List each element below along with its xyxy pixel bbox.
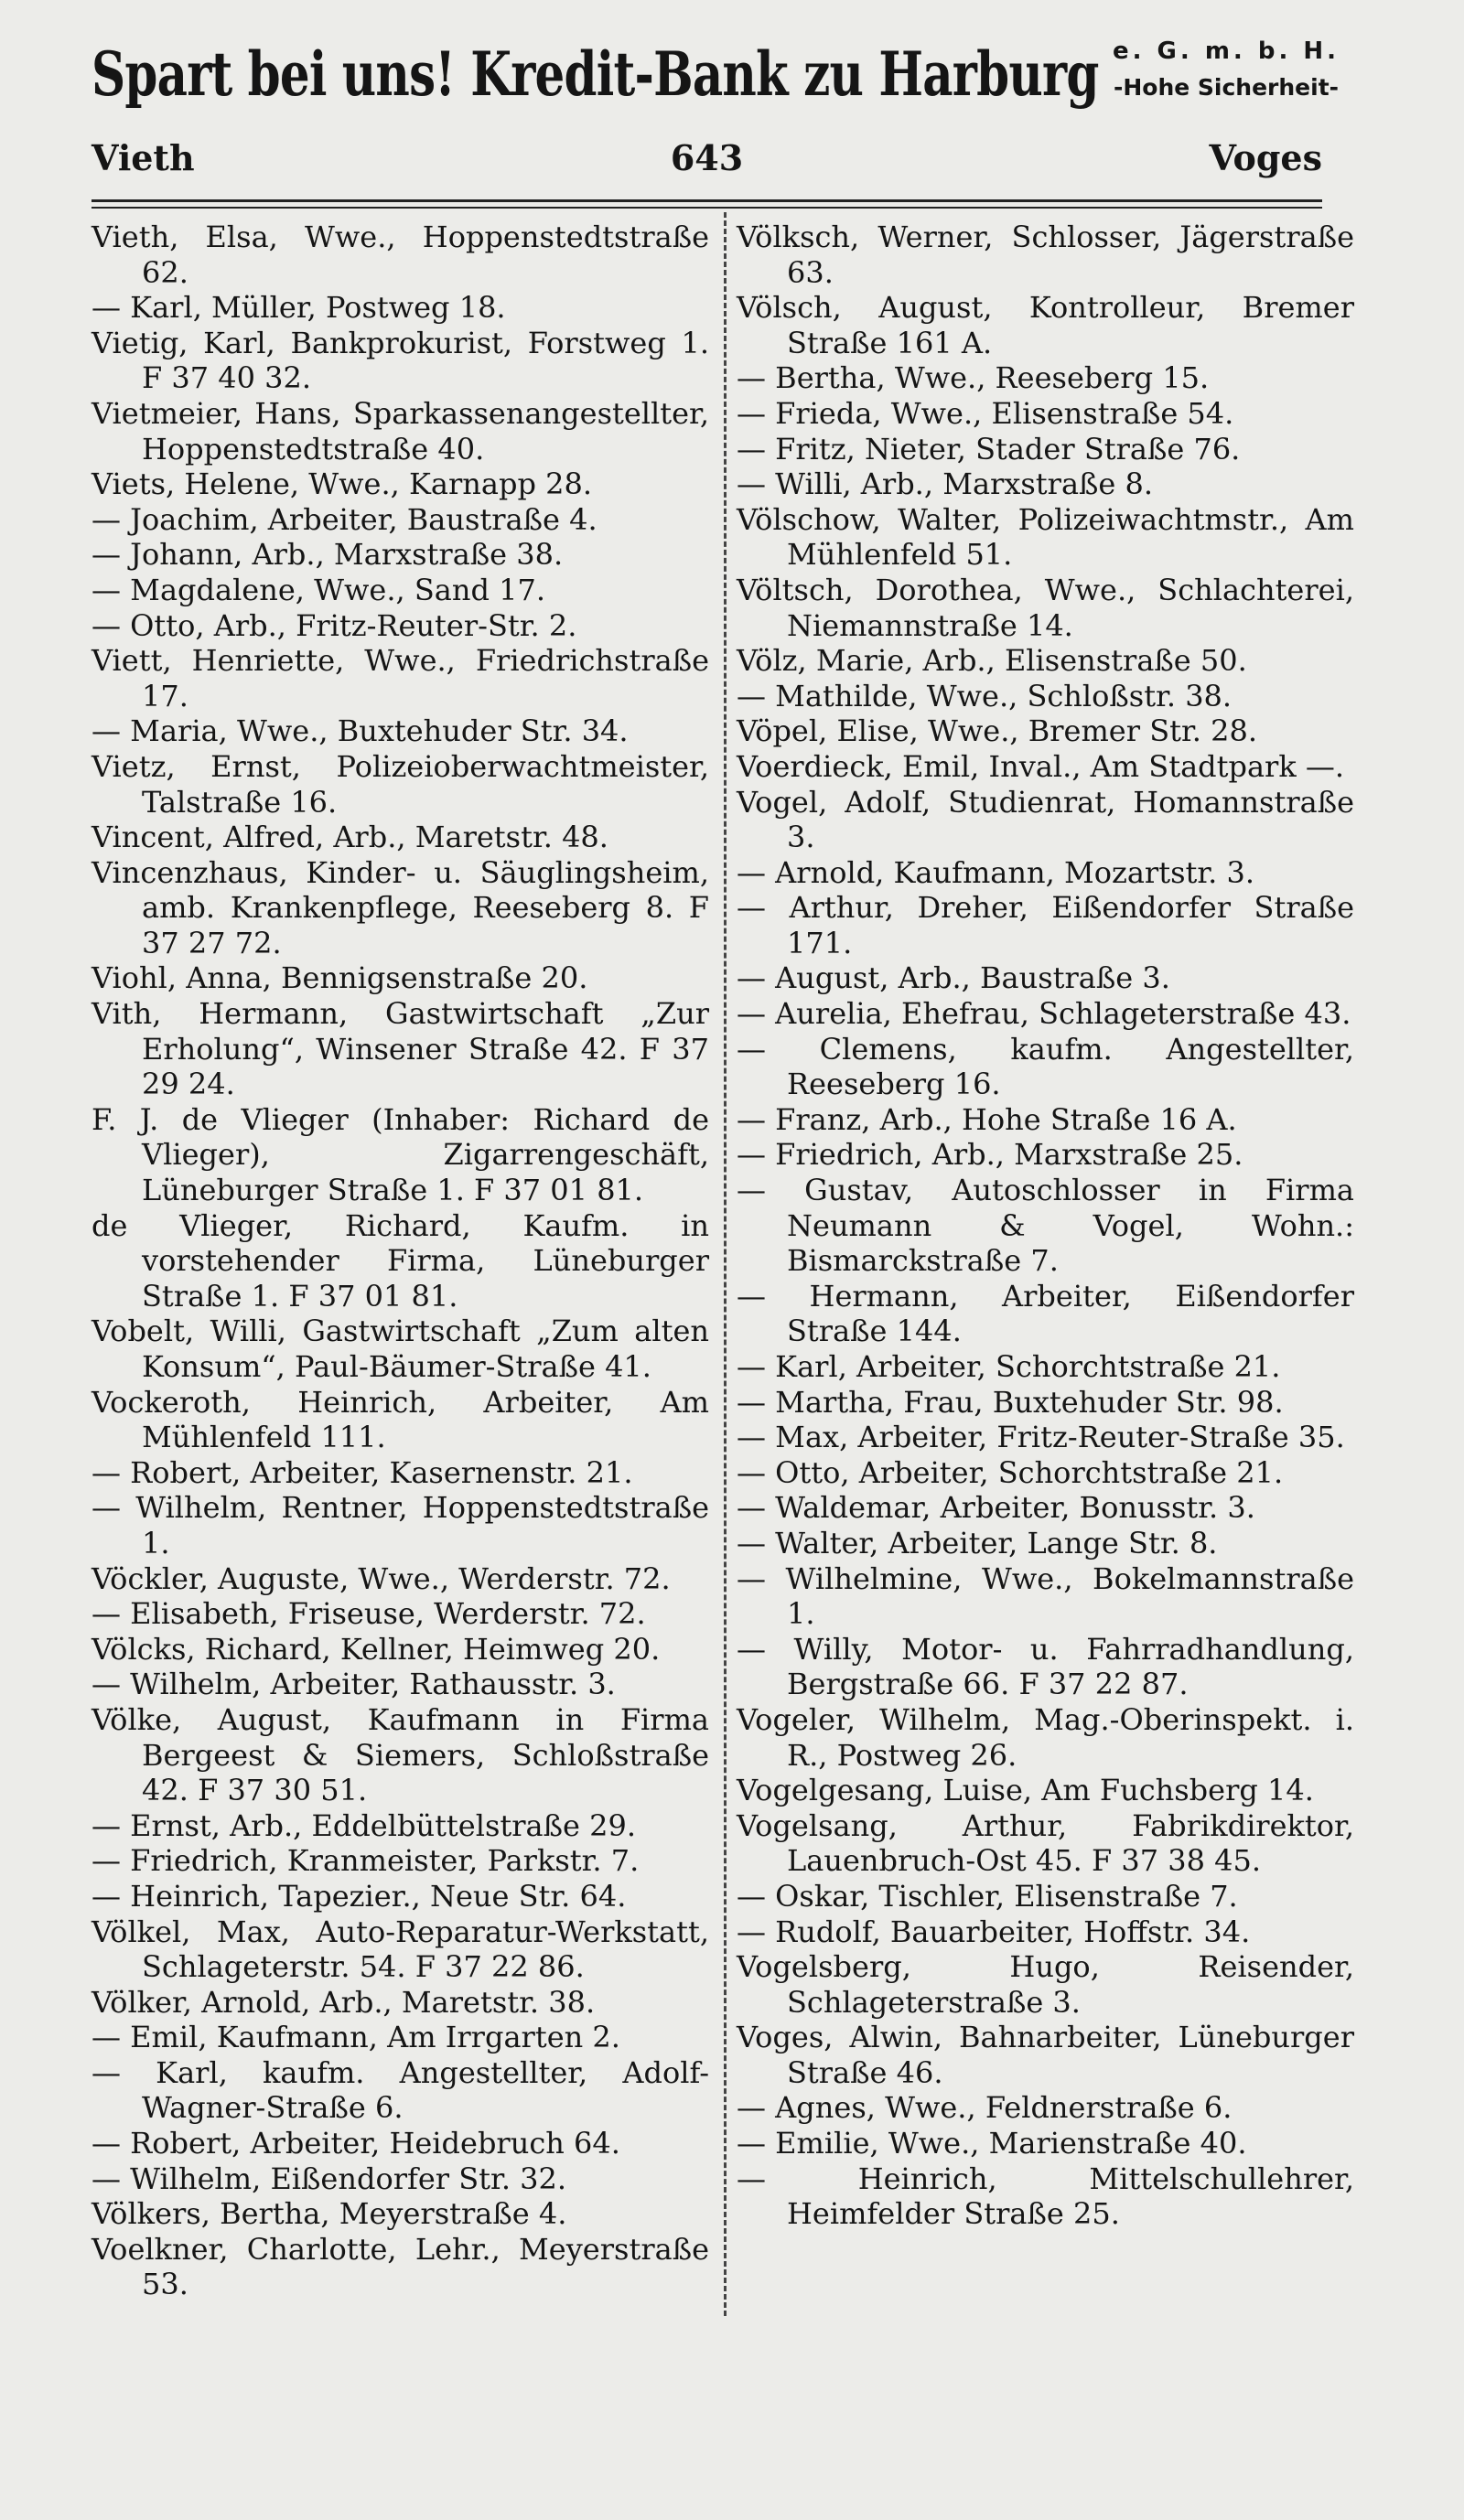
directory-entry: — Otto, Arbeiter, Schorchtstraße 21. xyxy=(737,1454,1284,1490)
directory-entry: — Willy, Motor- u. Fahrradhandlung, Bergstraße 66. F 37 22 87. xyxy=(737,1631,1354,1702)
directory-entry: — Wilhelmine, Wwe., Bokelmannstraße 1. xyxy=(737,1560,1354,1632)
header-rule-thin xyxy=(92,207,1322,209)
directory-entry: — Robert, Arbeiter, Heidebruch 64. xyxy=(92,2126,620,2161)
directory-entry: — Arnold, Kaufmann, Mozartstr. 3. xyxy=(737,854,1254,890)
directory-entry: Vöpel, Elise, Wwe., Bremer Str. 28. xyxy=(737,713,1257,749)
directory-entry: Vincent, Alfred, Arb., Maretstr. 48. xyxy=(92,820,608,855)
directory-entry: Völksch, Werner, Schlosser, Jägerstraße 63. xyxy=(737,220,1354,290)
directory-entry: Vockeroth, Heinrich, Arbeiter, Am Mühlenfeld 111. xyxy=(92,1384,709,1455)
page-number: 643 xyxy=(670,137,744,178)
directory-entry: — Emil, Kaufmann, Am Irrgarten 2. xyxy=(92,2020,620,2055)
left-column xyxy=(92,220,709,2302)
directory-entry: Viets, Helene, Wwe., Karnapp 28. xyxy=(92,466,592,502)
directory-entry: Vogelgesang, Luise, Am Fuchsberg 14. xyxy=(737,1773,1314,1808)
directory-entry: de Vlieger, Richard, Kaufm. in vorstehender Firma, Lüneburger Straße 1. F 37 01 81. xyxy=(92,1207,709,1314)
directory-entry: — Bertha, Wwe., Reeseberg 15. xyxy=(737,360,1210,396)
directory-entry: — Robert, Arbeiter, Kasernenstr. 21. xyxy=(92,1454,633,1490)
directory-entry: Vogelsang, Arthur, Fabrikdirektor, Lauenbruch-Ost 45. F 37 38 45. xyxy=(737,1807,1354,1879)
directory-entry: — Hermann, Arbeiter, Eißendorfer Straße 144. xyxy=(737,1278,1354,1349)
directory-entry: Vogeler, Wilhelm, Mag.-Oberinspekt. i. R., Postweg 26. xyxy=(737,1701,1354,1773)
directory-entry: Völke, August, Kaufmann in Firma Bergeest & Siemers, Schloßstraße 42. F 37 30 51. xyxy=(92,1701,709,1808)
directory-entry: Voerdieck, Emil, Inval., Am Stadtpark —. xyxy=(737,748,1345,784)
directory-entry: Vietz, Ernst, Polizeioberwachtmeister, Talstraße 16. xyxy=(92,748,709,820)
directory-entry: — Arthur, Dreher, Eißendorfer Straße 171. xyxy=(737,890,1354,960)
running-head xyxy=(92,137,1322,192)
directory-entry: — Joachim, Arbeiter, Baustraße 4. xyxy=(92,501,597,537)
directory-entry: Völtsch, Dorothea, Wwe., Schlachterei, Niemannstraße 14. xyxy=(737,572,1354,643)
directory-entry: — Waldemar, Arbeiter, Bonusstr. 3. xyxy=(737,1490,1255,1526)
directory-entry: — Karl, Arbeiter, Schorchtstraße 21. xyxy=(737,1349,1281,1384)
advertisement-side-block xyxy=(1061,33,1391,106)
directory-entry: — Magdalene, Wwe., Sand 17. xyxy=(92,572,546,607)
directory-entry: — Martha, Frau, Buxtehuder Str. 98. xyxy=(737,1384,1284,1420)
directory-entry: — Gustav, Autoschlosser in Firma Neumann & Vogel, Wohn.: Bismarckstraße 7. xyxy=(737,1173,1354,1279)
directory-entry: Völkers, Bertha, Meyerstraße 4. xyxy=(92,2196,567,2232)
directory-entry: Voges, Alwin, Bahnarbeiter, Lüneburger Straße 46. xyxy=(737,2020,1354,2090)
directory-entry: — Max, Arbeiter, Fritz-Reuter-Straße 35. xyxy=(737,1420,1345,1455)
directory-entry: Völker, Arnold, Arb., Maretstr. 38. xyxy=(92,1984,596,2020)
running-head-last-entry: Voges xyxy=(1209,137,1322,178)
directory-entry: — Otto, Arb., Fritz-Reuter-Str. 2. xyxy=(92,607,577,643)
directory-entry: — Oskar, Tischler, Elisenstraße 7. xyxy=(737,1878,1238,1914)
directory-entry: — Frieda, Wwe., Elisenstraße 54. xyxy=(737,395,1234,431)
directory-entry: Vietmeier, Hans, Sparkassenangestellter, Hoppenstedtstraße 40. xyxy=(92,395,709,466)
directory-entry: — Mathilde, Wwe., Schloßstr. 38. xyxy=(737,678,1233,713)
directory-entry: — August, Arb., Baustraße 3. xyxy=(737,960,1170,996)
directory-entry: — Agnes, Wwe., Feldnerstraße 6. xyxy=(737,2090,1233,2126)
directory-entry: Vöckler, Auguste, Wwe., Werderstr. 72. xyxy=(92,1560,671,1596)
directory-entry: — Emilie, Wwe., Marienstraße 40. xyxy=(737,2126,1247,2161)
directory-entry: F. J. de Vlieger (Inhaber: Richard de Vlieger), Zigarrengeschäft, Lüneburger Straße 1. F 37 01 81. xyxy=(92,1101,709,1208)
directory-entry: Vogelsberg, Hugo, Reisender, Schlageterstraße 3. xyxy=(737,1949,1354,2020)
directory-entry: — Ernst, Arb., Eddelbüttelstraße 29. xyxy=(92,1807,636,1843)
directory-entry: Viett, Henriette, Wwe., Friedrichstraße 17. xyxy=(92,643,709,713)
directory-entry: Vincenzhaus, Kinder- u. Säuglingsheim, amb. Krankenpflege, Reeseberg 8. F 37 27 72. xyxy=(92,854,709,960)
directory-entry: Völcks, Richard, Kellner, Heimweg 20. xyxy=(92,1631,661,1667)
directory-entry: — Clemens, kaufm. Angestellter, Reeseberg 16. xyxy=(737,1031,1354,1102)
header-rule-thick xyxy=(92,199,1322,202)
directory-entry: — Johann, Arb., Marxstraße 38. xyxy=(92,537,564,573)
directory-entry: Vogel, Adolf, Studienrat, Homannstraße 3. xyxy=(737,784,1354,855)
directory-entry: Viohl, Anna, Bennigsenstraße 20. xyxy=(92,960,588,996)
directory-entry: — Wilhelm, Arbeiter, Rathausstr. 3. xyxy=(92,1667,616,1702)
directory-entry: Vieth, Elsa, Wwe., Hoppenstedtstraße 62. xyxy=(92,220,709,290)
directory-entry: — Heinrich, Tapezier., Neue Str. 64. xyxy=(92,1878,627,1914)
directory-entry: — Wilhelm, Rentner, Hoppenstedtstraße 1. xyxy=(92,1490,709,1560)
running-head-first-entry: Vieth xyxy=(92,137,195,178)
directory-entry: Völz, Marie, Arb., Elisenstraße 50. xyxy=(737,643,1247,679)
directory-entry: — Rudolf, Bauarbeiter, Hoffstr. 34. xyxy=(737,1914,1251,1949)
directory-entry: Vobelt, Willi, Gastwirtschaft „Zum alten Konsum“, Paul-Bäumer-Straße 41. xyxy=(92,1314,709,1384)
directory-entry: — Wilhelm, Eißendorfer Str. 32. xyxy=(92,2161,567,2196)
directory-entry: — Aurelia, Ehefrau, Schlageterstraße 43. xyxy=(737,996,1351,1032)
right-column xyxy=(737,220,1354,2232)
directory-entry: — Friedrich, Arb., Marxstraße 25. xyxy=(737,1137,1243,1173)
directory-entry: Vietig, Karl, Bankprokurist, Forstweg 1. F 37 40 32. xyxy=(92,325,709,396)
directory-entry: — Franz, Arb., Hohe Straße 16 A. xyxy=(737,1101,1237,1137)
directory-entry: — Friedrich, Kranmeister, Parkstr. 7. xyxy=(92,1843,640,1879)
bank-advertisement-banner xyxy=(92,26,1391,126)
directory-entry: Voelkner, Charlotte, Lehr., Meyerstraße 53. xyxy=(92,2231,709,2302)
advertisement-slogan: Spart bei uns! Kredit-Bank zu Harburg xyxy=(92,38,1099,110)
directory-entry: Vith, Hermann, Gastwirtschaft „Zur Erholung“, Winsener Straße 42. F 37 29 24. xyxy=(92,996,709,1102)
directory-entry: — Heinrich, Mittelschullehrer, Heimfelder Straße 25. xyxy=(737,2161,1354,2232)
directory-entry: — Karl, Müller, Postweg 18. xyxy=(92,290,506,326)
directory-entry: — Maria, Wwe., Buxtehuder Str. 34. xyxy=(92,713,629,749)
directory-entry: Völkel, Max, Auto-Reparatur-Werkstatt, Schlageterstr. 54. F 37 22 86. xyxy=(92,1914,709,1985)
directory-entry: — Walter, Arbeiter, Lange Str. 8. xyxy=(737,1525,1218,1560)
directory-entry: — Karl, kaufm. Angestellter, Adolf-Wagner-Straße 6. xyxy=(92,2054,709,2126)
advertisement-tagline: -Hohe Sicherheit- xyxy=(1113,74,1340,101)
column-separator xyxy=(724,212,727,2316)
advertisement-legal-form: e. G. m. b. H. xyxy=(1112,38,1340,65)
directory-entry: — Elisabeth, Friseuse, Werderstr. 72. xyxy=(92,1596,646,1632)
directory-entry: — Willi, Arb., Marxstraße 8. xyxy=(737,466,1154,502)
directory-entry: — Fritz, Nieter, Stader Straße 76. xyxy=(737,431,1241,466)
directory-entry: Völschow, Walter, Polizeiwachtmstr., Am Mühlenfeld 51. xyxy=(737,501,1354,573)
directory-entry: Völsch, August, Kontrolleur, Bremer Straße 161 A. xyxy=(737,290,1354,360)
